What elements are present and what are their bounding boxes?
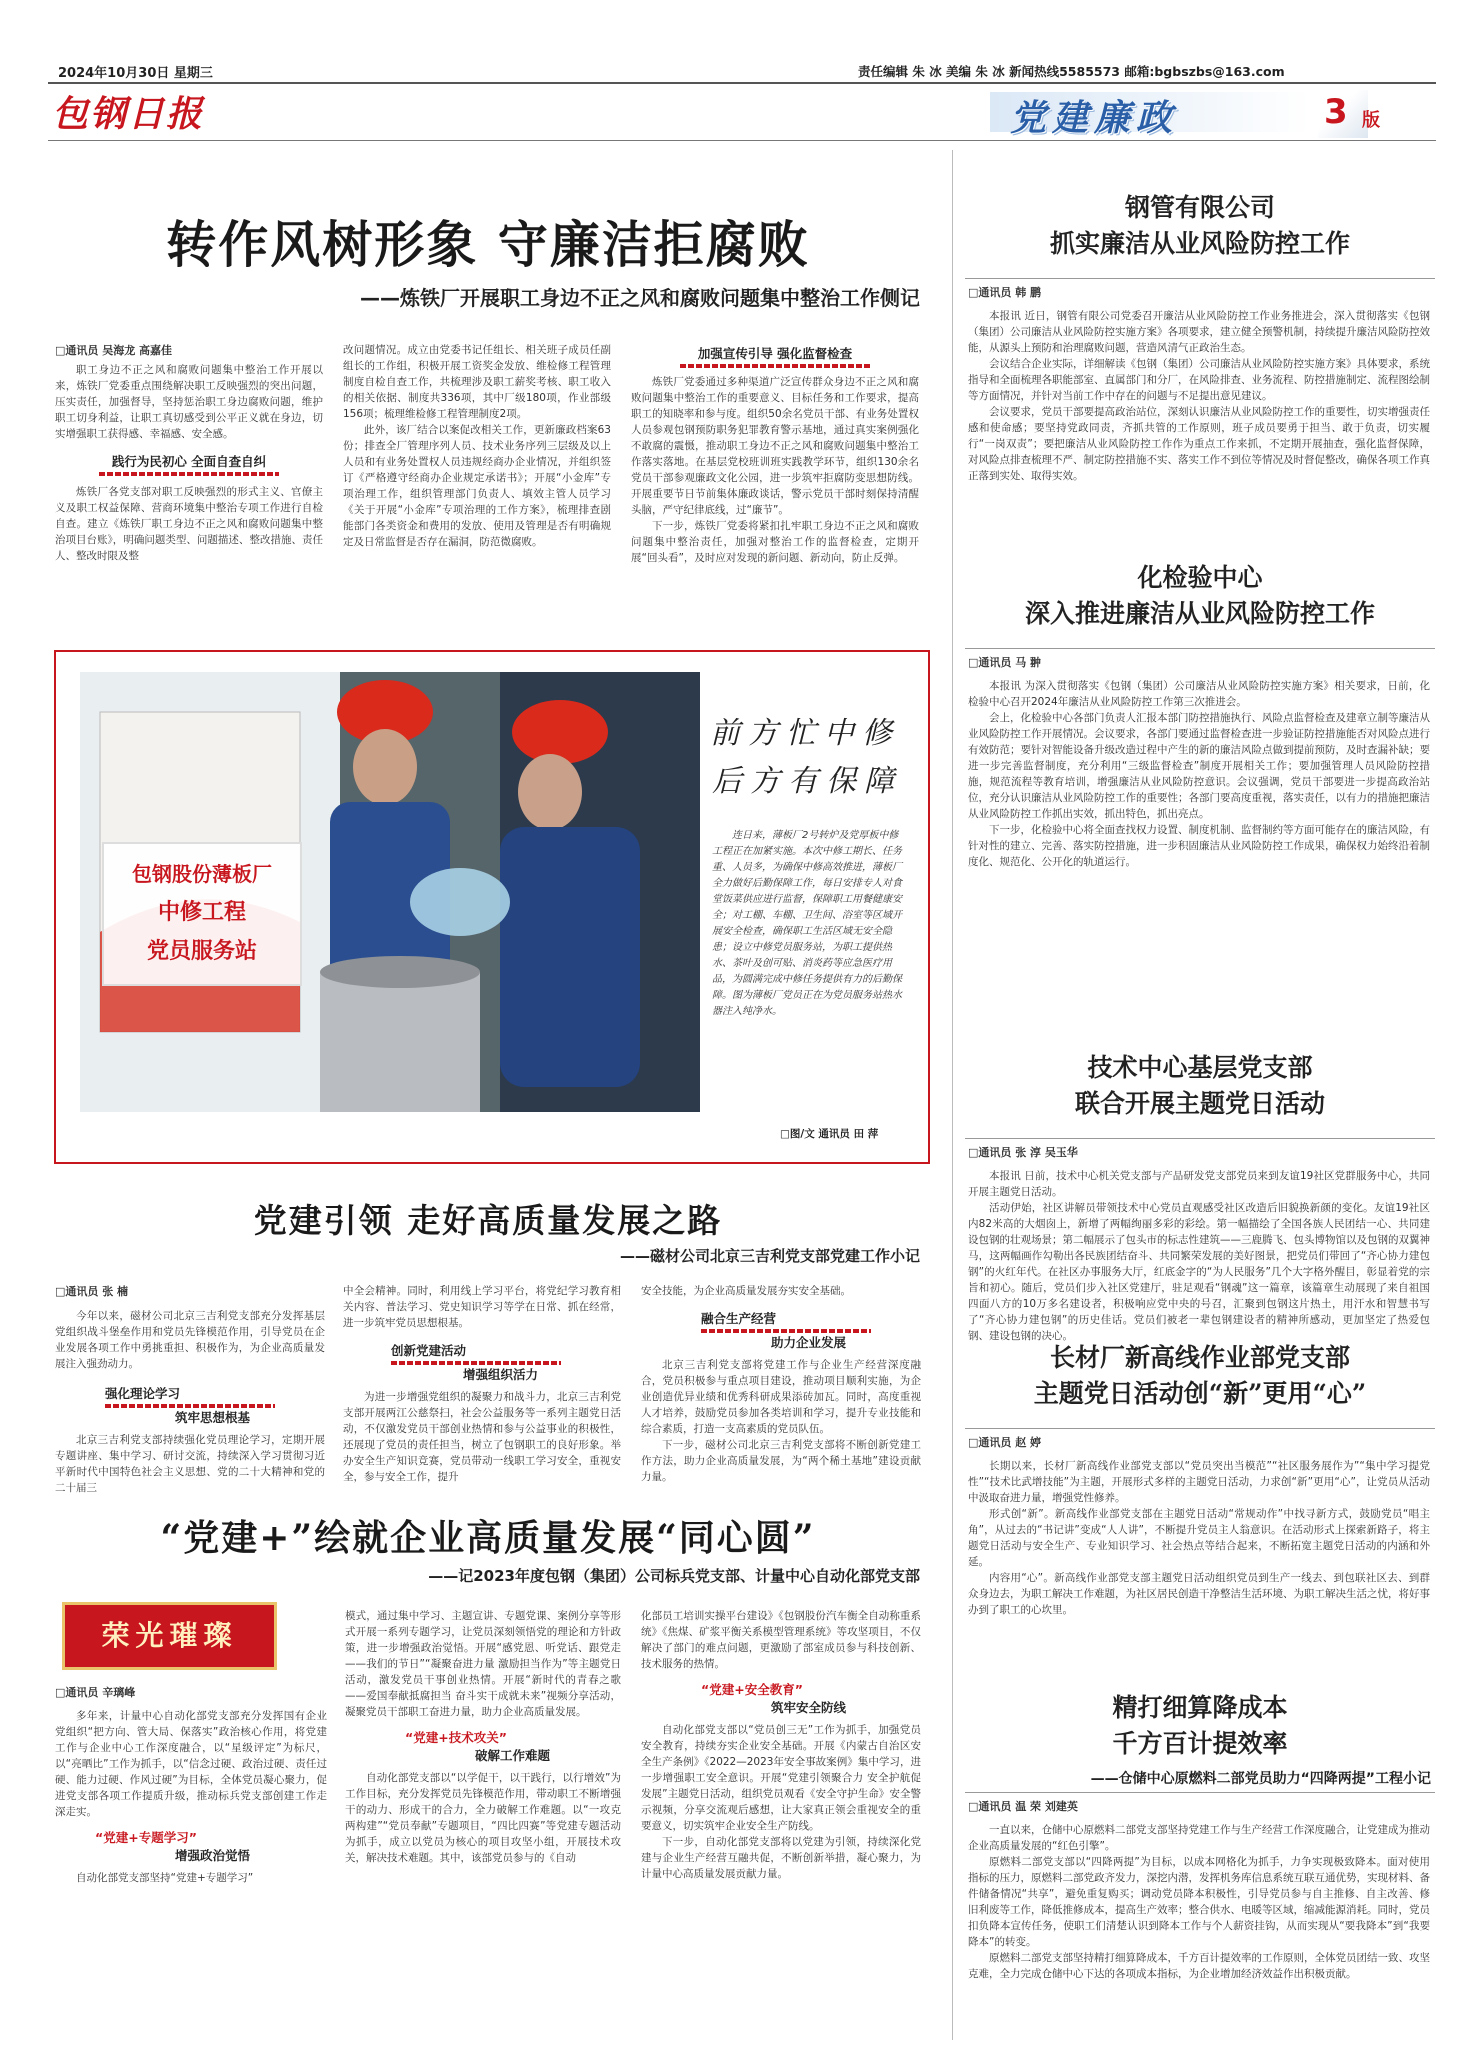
article-3-title: “党建+”绘就企业高质量发展“同心圆” [160, 1517, 816, 1559]
masthead-date: 2024年10月30日 星期三 [58, 66, 213, 81]
paragraph: 会议要求，党员干部要提高政治站位，深刻认识廉洁从业风险防控工作的重要性，切实增强责任感和使命感；要坚持党政同责，齐抓共管的工作原则，班子成员要勇于担当、敢于负责，切实履行“一岗双责”；要把廉洁从业风险防控工作作为重点工作来抓，不定期开展抽查，强化监督保障，对风险点排查梳理不严、制定防控措施不实、落实工作不到位等情况及时督促整改，确保各项工作真正落到实处、取得实效。 [968, 406, 1430, 482]
feature-credit: □图/文 通讯员 田 萍 [780, 1128, 879, 1140]
page-suffix: 版 [1362, 110, 1380, 131]
paragraph: 原燃料二部党支部以“四降两提”为目标，以成本网格化为抓手，力争实现极致降本。面对使用指标的压力，原燃料二部党政齐发力，深挖内潜，发挥机务库信息系统互联互通优势，实现材料、备件储备情况“共享”，避免重复购买；调动党员降本积极性，引导党员参与自主推修、自主改善、修旧利废等工作，降低推修成本，提高生产效率；整合供水、电暖等区域，缩减能源消耗。同时，党员扣负降本宣传任务，使职工们清楚认识到降本工作与个人薪资挂钩，从而实现从“要我降本”到“我要降本”的转变。 [968, 1856, 1430, 1948]
article-3-subhead-3b: 筑牢安全防线 [771, 1700, 847, 1715]
article-2-title: 党建引领 走好高质量发展之路 [253, 1201, 723, 1240]
right-1-byline: □通讯员 韩 鹏 [968, 286, 1042, 299]
paragraph: 职工身边不正之风和腐败问题集中整治工作开展以来，炼铁厂党委重点围绕解决职工反映强烈的突出问题，压实责任，加强督导，坚持惩治职工身边腐败问题，维护职工切身利益，让职工真切感受到公平正义就在身边，切实增强职工获得感、幸福感、安全感。 [55, 364, 323, 440]
feature-caption: 连日来，薄板厂2号转炉及党厚板中修工程正在加紧实施。本次中修工期长、任务重、人员多，为确保中修高效推进，薄板厂全力做好后勤保障工作，每日安排专人对食堂饭菜供应进行监督，保障职工用餐健康安全；对工棚、车棚、卫生间、浴室等区域开展安全检查，确保职工生活区域无安全隐患；设立中修党员服务站，为职工提供热水、茶叶及创可贴、消炎药等应急医疗用品，为圆满完成中修任务提供有力的后勤保障。图为薄板厂党员正在为党员服务站热水器注入纯净水。 [712, 830, 902, 1017]
paragraph: 原燃料二部党支部坚持精打细算降成本，千方百计提效率的工作原则，全体党员团结一致、攻坚克难，全力完成仓储中心下达的各项成本指标，为企业增加经济效益作出积极贡献。 [968, 1952, 1430, 1980]
subhead-underline [680, 364, 870, 368]
right-2-title-line-2: 深入推进廉洁从业风险防控工作 [1024, 599, 1375, 628]
paper-logo: 包钢日报 [52, 93, 205, 135]
paragraph: 形式创“新”。新高线作业部党支部在主题党日活动“常规动作”中找寻新方式，鼓励党员“唱主角”，从过去的“书记讲”变成“人人讲”，不断提升党员主人翁意识。在活动形式上探索新路子，将主题党日活动与安全生产、专业知识学习、社会热点等结合起来，不断拓宽主题党日活动的内涵和外延。 [968, 1508, 1430, 1568]
right-4-title-line-2: 主题党日活动创“新”更用“心” [1033, 1379, 1367, 1408]
paragraph: 下一步，磁材公司北京三吉利党支部将不断创新党建工作方法，助力企业高质量发展，为“两个稀土基地”建设贡献力量。 [641, 1439, 921, 1483]
article-3-subhead-3a: “党建+安全教育” [701, 1682, 803, 1697]
paragraph: 化部员工培训实操平台建设》《包钢股份汽车衡全自动称重系统》《焦煤、矿浆平衡关系模型管理系统》等攻坚项目，不仅解决了部门的难点问题，更激励了部室成员参与科技创新、技术服务的热情。 [641, 1610, 921, 1670]
paragraph: 改问题情况。成立由党委书记任组长、相关班子成员任副组长的工作组，积极开展工资奖金发放、维检修工程管理制度自检自查工作，共梳理涉及职工薪奖考核、职工收入的相关依据、制度共336项，其中厂级180项，作业部级156项；梳理维检修工程管理制度2项。 [343, 344, 611, 420]
right-4-byline: □通讯员 赵 婷 [968, 1436, 1042, 1449]
paragraph: 中全会精神。同时，利用线上学习平台，将党纪学习教育相关内容、普法学习、党史知识学习等学在日常、抓在经常，进一步筑牢党员思想根基。 [343, 1285, 621, 1329]
article-3-subhead-2b: 破解工作难题 [475, 1748, 551, 1763]
right-2-byline: □通讯员 马 翀 [968, 656, 1042, 669]
honor-badge [62, 1602, 277, 1670]
article-3-byline: □通讯员 辛璃峰 [55, 1686, 136, 1699]
feature-title-line-2: 后方有保障 [712, 764, 902, 799]
paragraph: 本报讯 日前，技术中心机关党支部与产品研发党支部党员来到友谊19社区党群服务中心，共同开展主题党日活动。 [968, 1170, 1430, 1198]
paragraph: 会上，化检验中心各部门负责人汇报本部门防控措施执行、风险点监督检查及建章立制等廉洁从业风险防控工作开展情况。会议要求，各部门要通过监督检查进一步验证防控措施能否对风险点进行有效防范；要针对智能设备升级改造过程中产生的新的廉洁风险点做到提前预防，及时查漏补缺；要进一步完善监督制度，充分利用“三级监督检查”制度开展相关工作；要加强管理人员风险防控措施，规范流程等教育培训，增强廉洁从业风险防控意识。会议强调，党员干部要进一步提高政治站位，充分认识廉洁从业风险防控工作的重要性；各部门要高度重视，落实责任，以有力的措施把廉洁从业风险防控工作抓出实效，抓出特色，抓出亮点。 [968, 712, 1430, 820]
paragraph: 本报讯 为深入贯彻落实《包钢（集团）公司廉洁从业风险防控实施方案》相关要求，日前，化检验中心召开2024年廉洁从业风险防控工作第三次推进会。 [968, 680, 1430, 708]
page-number: 3 [1324, 92, 1348, 132]
article-1-subhead-1: 践行为民初心 全面自查自纠 [111, 454, 267, 469]
divider [965, 1428, 1435, 1429]
article-1-subhead-2: 加强宣传引导 强化监督检查 [697, 346, 853, 361]
honor-badge-text: 荣光璀璨 [101, 1619, 238, 1652]
right-1-title-line-2: 抓实廉洁从业风险防控工作 [1049, 229, 1350, 258]
subhead-underline [99, 472, 279, 476]
sign-line-3: 党员服务站 [146, 938, 257, 964]
divider [965, 1792, 1435, 1793]
article-3-col-3 [641, 1608, 921, 1882]
article-1-col-3 [631, 342, 919, 566]
paragraph: 自动化部党支部以“党员创三无”工作为抓手，加强党员安全教育，持续夯实企业安全基础。开展《内蒙古自治区安全生产条例》《2022—2023年安全事故案例》集中学习，进一步增强职工安全意识。开展“党建引领聚合力 安全护航促发展”主题党日活动，组织党员观看《安全守护生命》安全警示视频，分享交流观后感想，让大家真正领会重视安全的重要意义，切实筑牢企业安全生产防线。 [641, 1724, 921, 1832]
right-2-title-line-1: 化检验中心 [1137, 563, 1263, 592]
article-3-subhead-2a: “党建+技术攻关” [405, 1730, 507, 1745]
divider [965, 1138, 1435, 1139]
paragraph: 模式，通过集中学习、主题宣讲、专题党课、案例分享等形式开展一系列专题学习，让党员深刻领悟党的理论和方针政策，进一步增强政治觉悟。开展“感党恩、听党话、跟党走——我们的节日”“凝聚奋进力量 激励担当作为”等主题党日活动，激发党员干事创业热情。开展“新时代的青春之歌——爱国奉献抵腐担当 奋斗实干成就未来”视频分享活动，凝聚党员干部职工奋进力量，助力企业高质量发展。 [345, 1610, 621, 1718]
article-2-subhead-1a: 强化理论学习 [105, 1386, 181, 1401]
divider [965, 278, 1435, 279]
paragraph: 下一步，炼铁厂党委将紧扣扎牢职工身边不正之风和腐败问题集中整治责任，加强对整治工作的监督检查，定期开展“回头看”，及时应对发现的新问题、新动向，防止反弹。 [631, 520, 919, 564]
right-2-body [968, 678, 1430, 870]
article-2-subhead-2a: 创新党建活动 [391, 1343, 467, 1358]
paragraph: 本报讯 近日，钢管有限公司党委召开廉洁从业风险防控工作业务推进会，深入贯彻落实《包钢（集团）公司廉洁从业风险防控实施方案》各项要求，建立健全预警机制，持续提升廉洁风险防控效能，从源头上预防和治理腐败问题，营造风清气正政治生态。 [968, 310, 1430, 354]
sign-line-1: 包钢股份薄板厂 [132, 862, 272, 886]
main-column-divider [952, 150, 953, 2040]
article-2-byline: □通讯员 张 楠 [55, 1285, 129, 1298]
feature-title-line-1: 前方忙中修 [710, 716, 900, 751]
masthead-editors: 责任编辑 朱 冰 美编 朱 冰 新闻热线5585573 邮箱:bgbszbs@163.com [858, 64, 1285, 79]
paragraph: 炼铁厂党委通过多种渠道广泛宣传群众身边不正之风和腐败问题集中整治工作的重要意义、目标任务和工作要求，提高职工的知晓率和参与度。组织50余名党员干部、有业务处置权人员参观包钢预防职务犯罪教育警示基地，通过真实案例强化不敢腐的震慑，推动职工身边不正之风和腐败问题集中整治工作落实落地。在基层党校班训班实践教学环节，组织130余名党员干部参观廉政文化公园，进一步筑牢拒腐防变思想防线。开展重要节日节前集体廉政谈话，警示党员干部时刻保持清醒头脑，严守纪律底线，过“廉节”。 [631, 376, 919, 516]
article-2-col-3 [641, 1283, 921, 1485]
right-1-title-line-1: 钢管有限公司 [1124, 193, 1275, 222]
paragraph: 北京三吉利党支部将党建工作与企业生产经营深度融合，党员积极参与重点项目建设，推动项目顺利实施，为企业创造优异业绩和优秀科研成果添砖加瓦。同时，高度重视人才培养，鼓励党员参加各类培训和学习，提升专业技能和综合素质，打造一支高素质的党员队伍。 [641, 1359, 921, 1435]
paragraph: 下一步，自动化部党支部将以党建为引领，持续深化党建与企业生产经营互融共促，不断创新举措，凝心聚力，为计量中心高质量发展贡献力量。 [641, 1836, 921, 1880]
paragraph: 活动伊始，社区讲解员带领技术中心党员直观感受社区改造后旧貌换新颜的变化。友谊19社区内82米高的大烟囱上，新增了两幅绚丽多彩的彩绘。第一幅描绘了全国各族人民团结一心、共同建设包钢的壮观场景；第二幅展示了包头市的标志性建筑——三鹿腾飞、包头博物馆以及包钢的双翼神马，这两幅画作勾勒出各民族团结奋斗、共同繁荣发展的美好图景，把党员们带回了“齐心协力建包钢”的火红年代。在社区办事服务大厅，红底金字的“为人民服务”几个大字格外醒目，彰显着党的宗旨和初心。随后，党员们步入社区党建厅，驻足观看“钢魂”这一篇章，该篇章生动展现了来自祖国四面八方的10万多名建设者，积极响应党中央的号召，汇聚到包钢这片热土，用汗水和智慧书写了“齐心协力建包钢”的历史佳话。党员们被老一辈包钢建设者的精神所感动，更加坚定了热爱包钢、建设包钢的决心。 [968, 1202, 1430, 1342]
right-5-title-line-2: 千方百计提效率 [1112, 1729, 1288, 1758]
article-2-subhead-2b: 增强组织活力 [463, 1367, 539, 1382]
article-2-subhead-1b: 筑牢思想根基 [175, 1410, 251, 1425]
paragraph: 自动化部党支部以“以学促干，以干践行，以行增效”为工作目标，充分发挥党员先锋模范作用，带动职工不断增强干的动力、形成干的合力，全力破解工作难题。以“一攻克 两构建”“党员奉献”专题项目，“四比四赛”等党建专题活动为抓手，成立以党员为核心的项目攻坚小组，开展技术攻关，解决技术难题。其中，该部党员参与的《自动 [345, 1772, 621, 1864]
right-3-body [968, 1168, 1430, 1344]
right-4-body [968, 1458, 1430, 1618]
article-3-subhead-1a: “党建+专题学习” [95, 1830, 197, 1845]
paragraph: 多年来，计量中心自动化部党支部充分发挥国有企业党组织“把方向、管大局、保落实”政治核心作用，将党建工作与企业中心工作深度融合，以“星级评定”为标尺，以“亮晒比”工作为抓手，以“信念过硬、政治过硬、责任过硬、能力过硬、作风过硬”为目标，全体党员凝心聚力，促进党支部各项工作提质升级，推动标兵党支部创建工作走深走实。 [55, 1710, 327, 1818]
paragraph: 内容用“心”。新高线作业部党支部主题党日活动组织党员到生产一线去、到包联社区去、到群众身边去，为职工解决工作难题，为社区居民创造干净整洁生活环境、为职工解决生活之忧，将好事办到了职工的心坎里。 [968, 1572, 1430, 1616]
article-2-subhead-3a: 融合生产经营 [701, 1311, 777, 1326]
article-1-subtitle: ——炼铁厂开展职工身边不正之风和腐败问题集中整治工作侧记 [360, 286, 920, 310]
paragraph: 为进一步增强党组织的凝聚力和战斗力，北京三吉利党支部开展两江公慈祭扫，社会公益服务等一系列主题党日活动，不仅激发党员干部创业热情和参与公益事业的积极性，还展现了党员的责任担当，树立了包钢职工的良好形象。举办安全生产知识竞赛，党员带动一线职工学习安全，重视安全，参与安全工作，提升 [343, 1391, 621, 1483]
article-3-col-2 [345, 1608, 621, 1866]
right-3-title-line-1: 技术中心基层党支部 [1087, 1053, 1313, 1082]
article-3-subtitle: ——记2023年度包钢（集团）公司标兵党支部、计量中心自动化部党支部 [428, 1567, 920, 1585]
article-2-subtitle: ——磁材公司北京三吉利党支部党建工作小记 [619, 1247, 920, 1265]
paragraph: 会议结合企业实际，详细解读《包钢（集团）公司廉洁从业风险防控实施方案》具体要求，系统指导和全面梳理各职能部室、直属部门和分厂，在风险排查、业务流程、防控措施制定、流程图绘制等方面情况，并针对当前工作中存在的问题与不足提出意见建议。 [968, 358, 1430, 402]
right-1-body [968, 308, 1430, 484]
paragraph: 长期以来，长材厂新高线作业部党支部以“党员突出当模范”“社区服务展作为”“集中学习提党性”“技术比武增技能”为主题，开展形式多样的主题党日活动，力求创“新”更用“心”，让党员从活动中汲取奋进力量，增强党性修养。 [968, 1460, 1430, 1504]
article-2-subhead-3b: 助力企业发展 [771, 1335, 847, 1350]
article-2-col-1 [55, 1308, 325, 1496]
paragraph: 炼铁厂各党支部对职工反映强烈的形式主义、官僚主义及职工权益保障、营商环境集中整治专项工作进行自检自查。建立《炼铁厂职工身边不正之风和腐败问题集中整治项目台账》，明确问题类型、问题描述、整改措施、责任人、整改时限及整 [55, 486, 323, 562]
right-5-title-line-1: 精打细算降成本 [1112, 1693, 1288, 1722]
paragraph: 安全技能，为企业高质量发展夯实安全基础。 [641, 1285, 851, 1297]
paragraph: 今年以来，磁材公司北京三吉利党支部充分发挥基层党组织战斗堡垒作用和党员先锋模范作用，引导党员在企业发展各项工作中勇挑重担、积极作为，为企业高质量发展注入强劲动力。 [55, 1310, 325, 1370]
paragraph: 此外，该厂结合以案促改相关工作，更新廉政档案63份；排查全厂管理序列人员、技术业务序列三层级及以上人员和有业务处置权人员违规经商办企业情况，并组织签订《严格遵守经商办企业规定承诺书》；开展“小金库”专项治理工作，组织管理部门负责人、填效主管人员学习《关于开展“小金库”专项治理的工作方案》，梳理排查剧能部门各类资金和费用的发放、使用及管理是否有明确规定及日常监督是否存在漏洞，防范微腐败。 [343, 424, 611, 548]
paragraph: 一直以来，仓储中心原燃料二部党支部坚持党建工作与生产经营工作深度融合，让党建成为推动企业高质量发展的“红色引擎”。 [968, 1824, 1430, 1852]
sign-line-2: 中修工程 [157, 899, 246, 925]
right-3-byline: □通讯员 张 淳 吴玉华 [968, 1146, 1078, 1159]
right-5-byline: □通讯员 温 荣 刘建英 [968, 1800, 1078, 1813]
article-3-col-1 [55, 1708, 327, 1886]
section-title: 党建廉政 [1010, 98, 1179, 139]
article-1-title: 转作风树形象 守廉洁拒腐败 [166, 215, 810, 274]
header-rule [48, 140, 1436, 141]
article-1-byline: □通讯员 吴海龙 高嘉佳 [55, 344, 173, 357]
divider [965, 648, 1435, 649]
article-1-col-2 [343, 342, 611, 550]
article-2-col-2 [343, 1283, 621, 1485]
article-3-subhead-1b: 增强政治觉悟 [175, 1848, 251, 1863]
article-1-col-1 [55, 362, 323, 564]
right-5-body [968, 1822, 1430, 1982]
right-5-subtitle: ——仓储中心原燃料二部党员助力“四降两提”工程小记 [1090, 1771, 1431, 1787]
sign-board [102, 842, 302, 986]
paragraph: 自动化部党支部坚持“党建+专题学习” [76, 1872, 254, 1884]
right-3-title-line-2: 联合开展主题党日活动 [1074, 1089, 1325, 1118]
masthead-rule [48, 82, 1436, 84]
paragraph: 下一步，化检验中心将全面查找权力设置、制度机制、监督制约等方面可能存在的廉洁风险，有针对性的建立、完善、落实防控措施，进一步积固廉洁从业风险防控工作成果，确保权力始终沿着制度化、规范化、公开化的轨道运行。 [968, 824, 1430, 868]
paragraph: 北京三吉利党支部持续强化党员理论学习，定期开展专题讲座、集中学习、研讨交流，持续深入学习贯彻习近平新时代中国特色社会主义思想、党的二十大精神和党的二十届三 [55, 1434, 325, 1494]
right-4-title-line-1: 长材厂新高线作业部党支部 [1049, 1343, 1350, 1372]
